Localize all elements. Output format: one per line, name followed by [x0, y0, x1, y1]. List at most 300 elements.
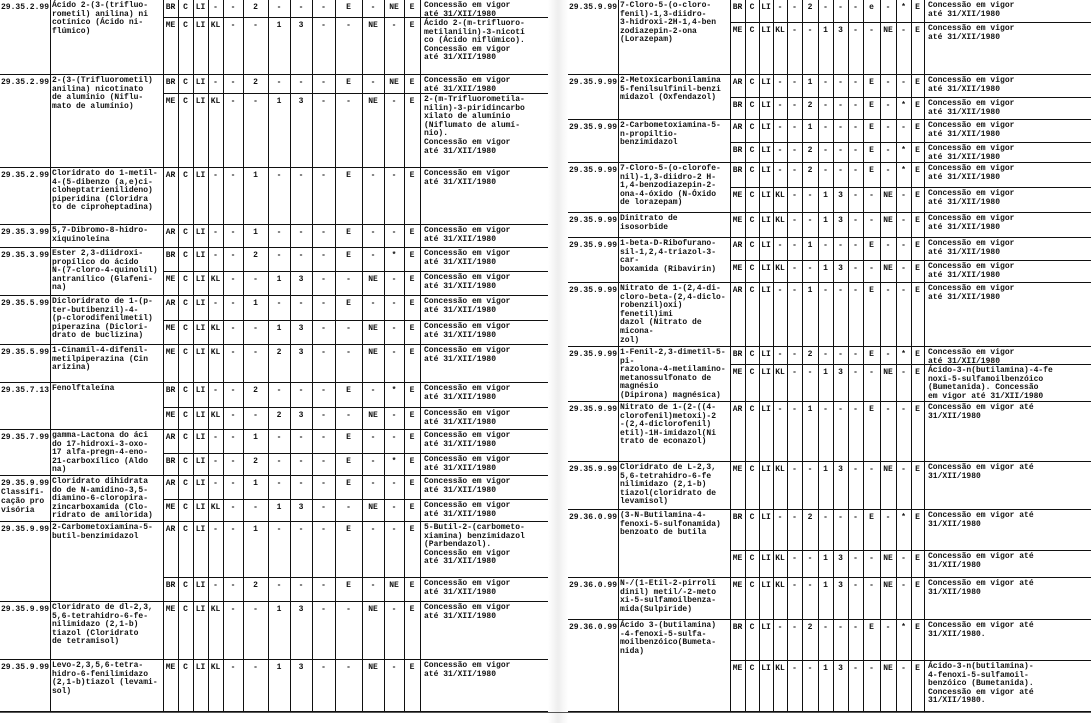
column-rule: [618, 510, 619, 577]
table-cell: NE: [389, 78, 399, 87]
table-cell: KL: [210, 275, 221, 284]
table-cell: KL: [775, 465, 785, 474]
remark-text: Concessão em vigor até 31/XII/1980: [424, 384, 511, 402]
column-rule: [50, 168, 51, 224]
table-cell: KL: [775, 216, 785, 225]
table-cell: -: [298, 299, 304, 308]
remark-text: Concessão em vigor até 31/XII/1980: [928, 99, 1015, 117]
table-cell: ME: [732, 368, 743, 377]
table-entry: [0, 248, 548, 296]
table-row: [730, 97, 1091, 120]
table-cell: AR: [165, 171, 176, 180]
remark-text: Concessão em vigor até 31/XII/1980: [928, 24, 1015, 42]
table-cell: LI: [195, 228, 206, 237]
table-cell: 1: [253, 228, 258, 237]
product-description: 1-Fenil-2,3-dimetil-5-pi- razolona-4-metilamino- metanossulfonato de magnésio (Dipirona) magnésica): [620, 348, 726, 400]
table-cell: LI: [195, 21, 206, 30]
table-cell: -: [777, 123, 783, 132]
table-cell: E: [915, 191, 920, 200]
table-cell: ME: [732, 581, 743, 590]
remark-text: Concessão em vigor até 31/XII/1980: [424, 661, 511, 679]
table-cell: -: [391, 503, 397, 512]
column-rule: [50, 296, 51, 344]
table-cell: -: [869, 264, 874, 273]
table-row: [163, 271, 548, 296]
table-cell: LI: [761, 146, 771, 155]
table-cell: -: [321, 663, 326, 672]
table-cell: -: [230, 97, 236, 106]
table-cell: ME: [165, 97, 176, 106]
table-cell: -: [346, 21, 351, 30]
table-cell: BR: [165, 3, 176, 12]
table-cell: -: [370, 386, 376, 395]
table-cell: -: [823, 350, 828, 359]
table-cell: 2: [276, 411, 282, 420]
product-description: Ácido 2-(3-(trifluo- rometil) anilina) ni cotínico (Ácido ni- flúmico): [52, 1, 149, 36]
table-cell: NE: [368, 663, 378, 672]
table-cell: E: [346, 3, 351, 12]
table-cell: -: [391, 171, 397, 180]
table-cell: C: [749, 264, 755, 273]
table-cell: -: [885, 123, 891, 132]
table-cell: 3: [298, 348, 304, 357]
table-cell: -: [885, 350, 891, 359]
table-cell: -: [807, 581, 813, 590]
table-cell: KL: [210, 97, 221, 106]
table-cell: LI: [195, 503, 206, 512]
table-row: [163, 430, 548, 453]
remark-text: Concessão em vigor até 31/XII/1980: [928, 144, 1015, 162]
table-cell: -: [838, 78, 843, 87]
table-cell: -: [853, 123, 858, 132]
table-cell: -: [321, 171, 326, 180]
table-row: [163, 17, 548, 75]
tariff-code: 29.35.9.99: [569, 3, 618, 12]
table-entry: [568, 238, 1091, 283]
table-cell: 1: [276, 605, 282, 614]
table-cell: -: [391, 324, 397, 333]
remark-text: Concessão em vigor até 31/XII/1980: [424, 249, 511, 267]
table-cell: -: [213, 433, 218, 442]
table-cell: 1: [276, 663, 282, 672]
table-cell: -: [792, 123, 797, 132]
table-cell: -: [838, 513, 843, 522]
product-description: 7-Cloro-5-(o-cloro- fenil)-1,3-diidro- 3-hidroxi-2H-1,4-ben zodiazepin-2-ona (Lorazepam): [620, 1, 717, 45]
table-cell: -: [391, 21, 397, 30]
table-cell: LI: [761, 465, 771, 474]
remark-text: Concessão em vigor até 31/XII/1980: [424, 322, 511, 340]
table-cell: -: [901, 191, 906, 200]
table-cell: -: [777, 623, 783, 632]
table-cell: -: [901, 264, 906, 273]
table-cell: -: [253, 324, 258, 333]
table-cell: -: [792, 191, 797, 200]
table-cell: E: [869, 405, 874, 414]
remark-text: Concessão em vigor até 31/XII/1980: [928, 552, 1034, 570]
table-cell: -: [838, 166, 843, 175]
table-row: [163, 453, 548, 476]
table-cell: -: [276, 228, 282, 237]
product-description: 5,7-Dibromo-8-hidro- xiquinoleína: [52, 226, 149, 244]
table-cell: LI: [761, 368, 771, 377]
table-cell: BR: [732, 513, 743, 522]
remark-text: Concessão em vigor até 31/XII/1980: [424, 603, 511, 621]
table-cell: -: [777, 166, 783, 175]
remark-text: Concessão em vigor até 31/XII/1980: [928, 121, 1015, 139]
table-cell: -: [792, 513, 797, 522]
table-cell: LI: [195, 299, 206, 308]
product-description: Dinitrato de isosorbide: [620, 214, 678, 232]
remark-text: Concessão em vigor até 31/XII/1980: [424, 346, 511, 364]
table-cell: AR: [732, 286, 743, 295]
table-cell: -: [777, 350, 783, 359]
table-cell: -: [823, 146, 828, 155]
table-cell: -: [777, 286, 783, 295]
table-cell: LI: [761, 191, 771, 200]
table-cell: C: [183, 324, 188, 333]
table-cell: ME: [732, 191, 743, 200]
table-cell: 2: [807, 623, 813, 632]
remark-text: Concessão em vigor até 31/XII/1980: [928, 511, 1034, 529]
table-cell: NE: [368, 324, 378, 333]
table-cell: -: [346, 605, 351, 614]
table-cell: -: [321, 78, 326, 87]
table-cell: -: [777, 241, 783, 250]
table-cell: LI: [761, 166, 771, 175]
table-cell: NE: [883, 264, 893, 273]
table-cell: -: [792, 101, 797, 110]
table-cell: 2: [253, 457, 258, 466]
table-cell: C: [183, 171, 188, 180]
table-cell: -: [901, 216, 906, 225]
table-cell: E: [915, 368, 920, 377]
table-cell: -: [370, 525, 376, 534]
table-cell: -: [321, 21, 326, 30]
table-cell: -: [230, 3, 236, 12]
table-cell: E: [409, 251, 415, 260]
table-cell: KL: [210, 605, 221, 614]
table-cell: -: [321, 503, 326, 512]
table-cell: -: [391, 228, 397, 237]
table-cell: -: [885, 146, 891, 155]
table-cell: -: [901, 405, 906, 414]
table-cell: C: [749, 166, 755, 175]
table-cell: BR: [732, 623, 743, 632]
table-cell: E: [869, 286, 874, 295]
table-cell: 1: [823, 26, 828, 35]
table-cell: -: [230, 171, 236, 180]
table-cell: BR: [165, 251, 176, 260]
table-cell: -: [901, 241, 906, 250]
table-cell: C: [183, 605, 188, 614]
table-cell: NE: [389, 581, 399, 590]
table-cell: -: [901, 26, 906, 35]
left-page-table: [0, 0, 548, 712]
table-cell: 1: [276, 324, 282, 333]
remark-text: Concessão em vigor até 31/XII/1980: [424, 431, 511, 449]
table-entry: [568, 402, 1091, 462]
table-cell: 1: [276, 275, 282, 284]
table-cell: E: [409, 663, 415, 672]
tariff-code: 29.35.2.99: [1, 171, 50, 180]
table-cell: 2: [253, 386, 258, 395]
table-cell: -: [213, 386, 218, 395]
tariff-code: 29.35.9.99: [569, 465, 618, 474]
table-cell: C: [183, 503, 188, 512]
table-cell: 2: [807, 513, 813, 522]
table-cell: LI: [761, 241, 771, 250]
table-cell: LI: [195, 3, 206, 12]
table-cell: -: [838, 241, 843, 250]
table-entry: [0, 296, 548, 345]
table-cell: -: [792, 216, 797, 225]
table-cell: AR: [165, 433, 176, 442]
column-rule: [50, 225, 51, 247]
table-cell: LI: [195, 97, 206, 106]
table-cell: 3: [838, 191, 843, 200]
table-cell: -: [298, 3, 304, 12]
table-entry: [568, 0, 1091, 75]
table-cell: -: [370, 251, 376, 260]
table-cell: -: [298, 386, 304, 395]
tariff-code: 29.36.0.99: [569, 513, 618, 522]
table-cell: -: [853, 286, 858, 295]
table-cell: AR: [732, 241, 743, 250]
table-cell: -: [823, 623, 828, 632]
table-cell: 2: [807, 3, 813, 12]
table-cell: E: [409, 275, 415, 284]
table-cell: -: [213, 299, 218, 308]
table-cell: LI: [761, 78, 771, 87]
tariff-code: 29.36.0.99: [569, 623, 618, 632]
table-cell: 1: [823, 191, 828, 200]
column-rule: [618, 578, 619, 619]
table-row: [163, 75, 548, 93]
table-cell: E: [915, 623, 920, 632]
remark-text: Concessão em vigor até 31/XII/1980.: [928, 621, 1034, 639]
table-row: [730, 550, 1091, 578]
table-entry: [0, 0, 548, 75]
table-cell: -: [869, 554, 874, 563]
remark-text: Concessão em vigor até 31/XII/1980: [424, 579, 511, 597]
product-description: 2-Metoxicarbonilamina 5-fenilsulfinil-benzi midazol (Oxfendazol): [620, 76, 721, 103]
table-row: [730, 142, 1091, 163]
table-cell: 2: [253, 251, 258, 260]
table-cell: C: [183, 348, 188, 357]
table-cell: NE: [883, 26, 893, 35]
table-cell: 1: [823, 664, 828, 673]
table-cell: -: [253, 348, 258, 357]
product-description: Dicloridrato de 1-(p- ter-butibenzil)-4- (p-clorodifenilmetil) piperazina (Diclori- drato de buclizina): [52, 297, 153, 341]
table-cell: AR: [732, 405, 743, 414]
table-cell: LI: [761, 664, 771, 673]
table-cell: -: [901, 286, 906, 295]
table-cell: 2: [807, 350, 813, 359]
tariff-code: 29.35.7.99: [1, 433, 50, 442]
column-rule: [618, 238, 619, 282]
table-cell: BR: [732, 3, 743, 12]
table-cell: NE: [368, 348, 378, 357]
table-cell: ME: [732, 264, 743, 273]
table-cell: C: [749, 146, 755, 155]
table-cell: E: [409, 348, 415, 357]
table-cell: -: [230, 503, 236, 512]
table-cell: -: [213, 457, 218, 466]
table-cell: 2: [807, 146, 813, 155]
column-rule: [618, 213, 619, 237]
table-cell: -: [276, 433, 282, 442]
table-cell: C: [749, 78, 755, 87]
table-cell: -: [321, 97, 326, 106]
table-cell: -: [298, 251, 304, 260]
table-cell: KL: [775, 554, 785, 563]
table-cell: -: [276, 479, 282, 488]
table-cell: -: [777, 3, 783, 12]
table-cell: -: [807, 664, 813, 673]
table-cell: -: [792, 664, 797, 673]
table-cell: 3: [298, 605, 304, 614]
table-row: [730, 510, 1091, 550]
remark-text: Concessão em vigor até 31/XII/1980: [928, 262, 1015, 280]
table-cell: -: [792, 623, 797, 632]
product-description: (3-N-Butilamina-4- fenoxi-5-sulfonamida) benzoato de butila: [620, 511, 721, 538]
table-cell: E: [409, 503, 415, 512]
table-cell: C: [183, 299, 188, 308]
table-cell: E: [409, 411, 415, 420]
table-cell: -: [321, 457, 326, 466]
table-cell: -: [298, 433, 304, 442]
table-cell: 1: [276, 21, 282, 30]
product-description: gamma-Lactona do áci do 17-hidroxi-3-oxo- 17 alfa-pregn-4-eno- 21-carboxílico (Aldo na): [52, 431, 149, 475]
table-cell: -: [253, 275, 258, 284]
table-cell: -: [213, 525, 218, 534]
column-rule: [50, 476, 51, 521]
table-cell: -: [370, 228, 376, 237]
table-cell: ME: [732, 465, 743, 474]
table-cell: BR: [732, 166, 743, 175]
table-row: [163, 320, 548, 345]
table-cell: -: [792, 146, 797, 155]
table-row: [163, 296, 548, 320]
table-entry: [568, 620, 1091, 712]
table-cell: E: [915, 664, 920, 673]
table-cell: 1: [253, 525, 258, 534]
table-cell: C: [183, 78, 188, 87]
table-cell: C: [183, 251, 188, 260]
table-cell: -: [853, 623, 858, 632]
table-cell: C: [749, 368, 755, 377]
tariff-code: 29.35.9.99: [569, 216, 618, 225]
table-cell: -: [792, 581, 797, 590]
table-cell: NE: [368, 97, 378, 106]
table-cell: ME: [165, 411, 176, 420]
table-cell: C: [749, 123, 755, 132]
table-cell: -: [253, 663, 258, 672]
table-entry: [568, 347, 1091, 402]
table-cell: 3: [298, 97, 304, 106]
table-cell: -: [321, 299, 326, 308]
table-cell: 1: [823, 554, 828, 563]
table-cell: NE: [883, 664, 893, 673]
table-cell: -: [321, 605, 326, 614]
table-cell: -: [853, 166, 858, 175]
table-cell: KL: [210, 663, 221, 672]
table-cell: -: [792, 350, 797, 359]
remark-text: Concessão em vigor até 31/XII/1980: [928, 284, 1015, 302]
table-cell: -: [370, 479, 376, 488]
table-cell: E: [409, 97, 415, 106]
product-description: 2-Carbometoxiamina-5- butil-benzimidazol: [52, 523, 153, 541]
table-cell: -: [901, 554, 906, 563]
product-description: Ácido 3-(butilamina) -4-fenoxi-5-sulfa- moilbenzóico(Bumeta- nida): [620, 621, 717, 656]
table-cell: AR: [732, 78, 743, 87]
remark-text: Ácido-3-n(butilamina)-4-fe noxi-5-sulfamoilbenzóico (Bumetanida). Concessão em vigor até 31/XII/1980: [928, 366, 1053, 401]
table-cell: *: [901, 101, 906, 110]
table-cell: -: [792, 3, 797, 12]
table-cell: E: [346, 581, 351, 590]
remark-text: Concessão em vigor até 31/XII/1980: [928, 403, 1034, 421]
table-cell: -: [792, 78, 797, 87]
product-description: Cloridrato dihidrata do de N-amidino-3,5- diamino-6-cloropira- zincarboxamida (Clo- ridrato de amilorida): [52, 477, 153, 521]
table-cell: -: [853, 3, 858, 12]
column-rule: [618, 0, 619, 74]
remark-text: Concessão em vigor até 31/XII/1980: [424, 226, 511, 244]
table-cell: -: [869, 191, 874, 200]
table-cell: LI: [761, 554, 771, 563]
table-cell: E: [346, 78, 351, 87]
table-cell: -: [321, 411, 326, 420]
table-row: [730, 213, 1091, 238]
table-cell: -: [885, 166, 891, 175]
remark-text: Concessão em vigor até 31/XII/1980: [928, 189, 1015, 207]
table-cell: -: [230, 605, 236, 614]
table-entry: [568, 163, 1091, 213]
table-cell: -: [853, 264, 858, 273]
tariff-code: 29.35.9.99: [1, 663, 50, 672]
remark-text: Concessão em vigor até 31/XII/1980: [928, 463, 1034, 481]
table-cell: -: [346, 97, 351, 106]
table-cell: -: [853, 101, 858, 110]
table-cell: LI: [195, 411, 206, 420]
table-cell: C: [749, 3, 755, 12]
table-cell: -: [792, 286, 797, 295]
table-cell: E: [869, 78, 874, 87]
table-cell: -: [298, 581, 304, 590]
table-row: [163, 602, 548, 660]
table-cell: C: [183, 581, 188, 590]
table-cell: NE: [368, 275, 378, 284]
table-entry: [0, 660, 548, 712]
bottom-rule: [0, 712, 1091, 713]
table-cell: E: [869, 513, 874, 522]
table-cell: -: [391, 479, 397, 488]
product-description: Levo-2,3,5,6-tetra- hidro-6-fenilimidazo (2,1-b)tiazol (levami- sol): [52, 661, 158, 696]
table-cell: E: [409, 433, 415, 442]
table-cell: e: [869, 3, 874, 12]
table-row: [730, 462, 1091, 510]
table-cell: E: [346, 479, 351, 488]
remark-text: Concessão em vigor até 31/XII/1980: [424, 1, 511, 19]
table-cell: C: [749, 513, 755, 522]
table-entry: [0, 602, 548, 660]
table-cell: -: [276, 251, 282, 260]
table-cell: C: [183, 411, 188, 420]
table-cell: -: [853, 350, 858, 359]
tariff-code: 29.35.9.99: [569, 166, 618, 175]
table-cell: -: [391, 299, 397, 308]
table-cell: -: [276, 581, 282, 590]
table-cell: 3: [838, 465, 843, 474]
